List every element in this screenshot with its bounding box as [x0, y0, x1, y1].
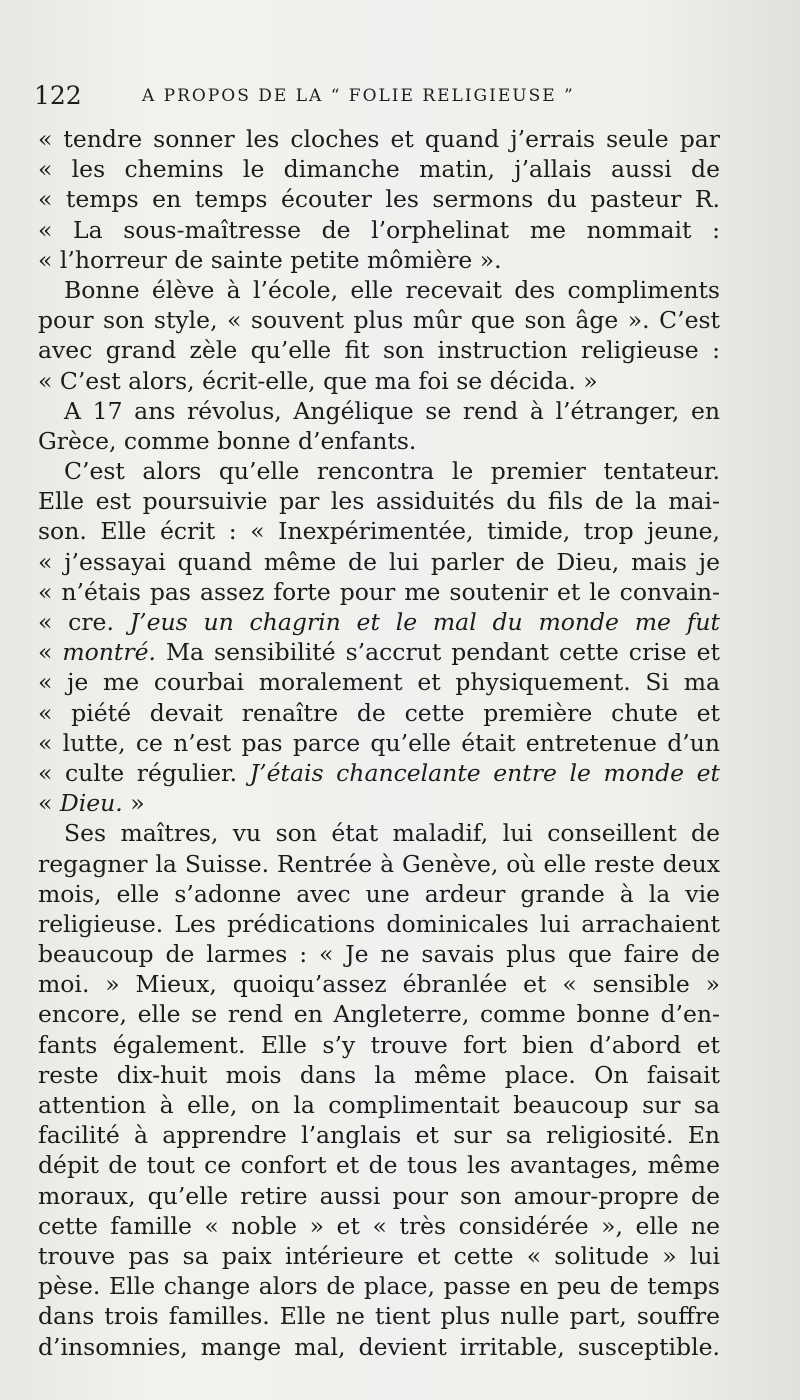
page-header — [34, 76, 740, 116]
text-segment: religieuse. Les prédications dominicales lui arrachaient — [38, 909, 720, 938]
text-segment: « — [38, 638, 63, 667]
text-segment: cette famille « noble » et « très considérée », elle ne — [38, 1211, 720, 1240]
text-segment: Ses maîtres, vu son état maladif, lui conseillent de — [64, 819, 720, 848]
text-line — [38, 124, 720, 154]
text-segment: attention à elle, on la complimentait beaucoup sur sa — [38, 1091, 720, 1119]
text-line — [38, 1271, 720, 1301]
text-line — [38, 1090, 720, 1120]
text-line — [38, 305, 720, 335]
text-line — [38, 245, 720, 275]
text-line — [38, 426, 720, 456]
text-segment: « n’étais pas assez forte pour me soutenir et le convain- — [38, 577, 720, 606]
text-line — [38, 728, 720, 758]
text-line — [38, 577, 720, 607]
text-line — [38, 879, 720, 909]
text-line — [38, 366, 720, 396]
text-segment: A 17 ans révolus, Angélique se rend à l’étranger, en — [64, 396, 720, 425]
body-text — [38, 124, 720, 1362]
text-line — [38, 637, 720, 667]
text-segment: reste dix-huit mois dans la même place. On faisait — [38, 1060, 720, 1089]
text-segment: Grèce, comme bonne d’enfants. — [38, 426, 417, 455]
text-segment: Bonne élève à l’école, elle recevait des compliments — [64, 275, 720, 304]
text-segment: « C’est alors, écrit-elle, que ma foi se décida. » — [38, 366, 598, 395]
text-segment: moraux, qu’elle retire aussi pour son amour-propre de — [38, 1181, 720, 1210]
text-segment: d’insomnies, mange mal, devient irritable, susceptible. — [38, 1332, 720, 1361]
text-line — [38, 456, 720, 486]
text-segment: son. Elle écrit : « Inexpérimentée, timide, trop jeune, — [38, 517, 720, 546]
text-segment: encore, elle se rend en Angleterre, comme bonne d’en- — [38, 1000, 720, 1029]
text-segment: « culte régulier. — [38, 758, 250, 787]
text-segment: « je me courbai moralement et physiquement. Si ma — [38, 668, 720, 697]
text-segment: fants également. Elle s’y trouve fort bien d’abord et — [38, 1030, 720, 1059]
text-line — [38, 999, 720, 1029]
text-segment: « La sous-maîtresse de l’orphelinat me nommait : — [38, 215, 720, 244]
text-segment: pour son style, « souvent plus mûr que son âge ». C’est — [38, 306, 720, 335]
text-line — [38, 969, 720, 999]
text-segment: Elle est poursuivie par les assiduités du fils de la mai- — [38, 487, 720, 516]
text-segment: « j’essayai quand même de lui parler de Dieu, mais je — [38, 547, 720, 576]
italic-text: Dieu. — [59, 789, 123, 818]
text-line — [38, 1030, 720, 1060]
text-line — [38, 667, 720, 697]
text-line — [38, 939, 720, 969]
text-segment: « cre. — [38, 608, 130, 636]
text-segment: moi. » Mieux, quoiqu’assez ébranlée et « sensible » — [38, 970, 720, 999]
text-segment: beaucoup de larmes : « Je ne savais plus que faire de — [38, 940, 720, 969]
text-segment: pèse. Elle change alors de place, passe en peu de temps — [38, 1272, 720, 1301]
text-segment: facilité à apprendre l’anglais et sur sa religiosité. En — [38, 1121, 720, 1150]
text-line — [38, 154, 720, 184]
text-segment: dans trois familles. Elle ne tient plus nulle part, souffre — [38, 1302, 720, 1331]
text-line — [38, 1332, 720, 1362]
text-line — [38, 1241, 720, 1271]
text-line — [38, 547, 720, 577]
text-line — [38, 607, 720, 637]
text-line — [38, 818, 720, 848]
text-segment: « l’horreur de sainte petite mômière ». — [38, 245, 502, 274]
text-line — [38, 1181, 720, 1211]
page-number: 122 — [34, 81, 82, 110]
text-segment: trouve pas sa paix intérieure et cette « solitude » lui — [38, 1241, 720, 1270]
text-line — [38, 215, 720, 245]
text-segment: « temps en temps écouter les sermons du pasteur R. — [38, 185, 720, 214]
text-segment: Ma sensibilité s’accrut pendant cette crise et — [155, 638, 720, 667]
text-segment: avec grand zèle qu’elle fit son instruction religieuse : — [38, 336, 720, 365]
text-line — [38, 788, 720, 818]
text-line — [38, 1150, 720, 1180]
text-line — [38, 396, 720, 426]
text-line — [38, 1120, 720, 1150]
text-line — [38, 758, 720, 788]
text-line — [38, 849, 720, 879]
text-segment: C’est alors qu’elle rencontra le premier tentateur. — [64, 457, 720, 486]
text-segment: » — [122, 789, 145, 818]
text-segment: « tendre sonner les cloches et quand j’errais seule par — [38, 125, 720, 153]
text-segment: « — [38, 789, 60, 818]
text-line — [38, 275, 720, 305]
text-segment: « les chemins le dimanche matin, j’allais aussi de — [38, 155, 720, 184]
text-segment: « lutte, ce n’est pas parce qu’elle était entretenue d’un — [38, 728, 720, 757]
text-segment: « piété devait renaître de cette première chute et — [38, 698, 720, 727]
text-segment: mois, elle s’adonne avec une ardeur grande à la vie — [38, 879, 720, 908]
text-line — [38, 516, 720, 546]
text-line — [38, 1301, 720, 1331]
text-line — [38, 1060, 720, 1090]
text-line — [38, 184, 720, 214]
text-line — [38, 486, 720, 516]
text-segment: regagner la Suisse. Rentrée à Genève, où elle reste deux — [38, 849, 720, 878]
text-line — [38, 335, 720, 365]
text-segment: dépit de tout ce confort et de tous les avantages, même — [38, 1151, 720, 1180]
running-title: A PROPOS DE LA “ FOLIE RELIGIEUSE ” — [142, 86, 575, 106]
text-line — [38, 909, 720, 939]
text-line — [38, 698, 720, 728]
italic-text: J’eus un chagrin et le mal du monde me fut — [129, 608, 720, 636]
text-line — [38, 1211, 720, 1241]
italic-text: montré. — [62, 638, 156, 667]
italic-text: J’étais chancelante entre le monde et — [249, 758, 720, 787]
